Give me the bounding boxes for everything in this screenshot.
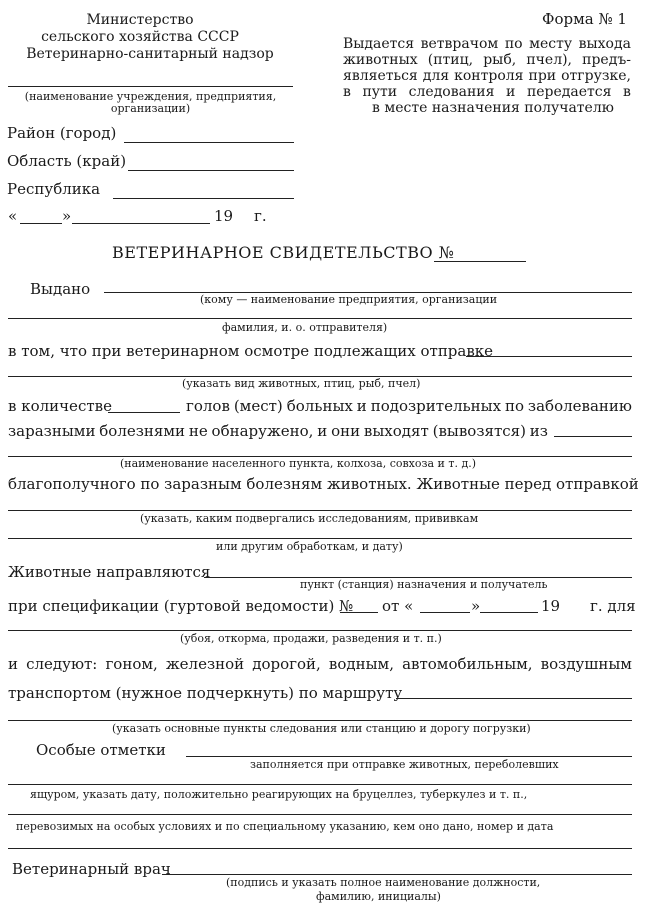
sent-text: Животные направляются <box>8 563 211 581</box>
route-detail-line[interactable] <box>8 720 632 721</box>
hint-species: (указать вид животных, птиц, рыб, пчел) <box>182 377 421 390</box>
hint-special-2: ящуром, указать дату, положительно реагирующих на бруцеллез, туберкулез и т. п., <box>30 788 528 801</box>
spec-number-line[interactable] <box>340 612 378 613</box>
issued-label: Выдано <box>30 280 91 298</box>
hint-treatment: или другим обработкам, и дату) <box>216 540 403 553</box>
republic-line[interactable] <box>113 198 294 199</box>
hint-signature-2: фамилию, инициалы) <box>316 890 441 903</box>
district-label: Район (город) <box>7 124 117 142</box>
hint-special-3: перевозимых на особых условиях и по специальному указанию, кем оно дано, номер и дата <box>16 820 554 833</box>
note-line-3: являеться для контроля при отгрузке, <box>343 68 631 84</box>
research-line[interactable] <box>8 510 632 511</box>
date-month-line[interactable] <box>72 223 210 224</box>
certificate-number-line[interactable] <box>434 261 526 262</box>
note-line-2: животных (птиц, рыб, пчел), предъ- <box>343 52 631 68</box>
org-hint-1: (наименование учреждения, предприятия, <box>24 90 277 103</box>
spec-day-line[interactable] <box>420 612 470 613</box>
quantity-label: в количестве <box>8 397 112 415</box>
quantity-line[interactable] <box>108 412 180 413</box>
origin-line[interactable] <box>554 436 632 437</box>
spec-suffix: г. для <box>590 597 636 615</box>
note-line-4: в пути следования и передается в <box>343 84 631 100</box>
note-line-1: Выдается ветврачом по месту выхода <box>343 36 631 52</box>
hint-destination: пункт (станция) назначения и получатель <box>300 578 548 591</box>
spec-month-line[interactable] <box>480 612 538 613</box>
hint-signature-1: (подпись и указать полное наименование должности, <box>226 876 541 889</box>
disease-text: заразными болезнями не обнаружено, и они выходят (вывозятся) из <box>8 422 548 440</box>
quantity-text: голов (мест) больных и подозрительных по заболеванию <box>186 397 632 415</box>
hint-route: (указать основные пункты следования или станцию и дорогу погрузки) <box>112 722 531 735</box>
transport-text: и следуют: гоном, железной дорогой, водным, автомобильным, воздушным <box>8 655 632 673</box>
spec-year: 19 <box>541 597 561 615</box>
treatment-line[interactable] <box>8 538 632 539</box>
hint-purpose: (убоя, откорма, продажи, разведения и т. п.) <box>180 632 442 645</box>
hint-settlement: (наименование населенного пункта, колхоза, совхоза и т. д.) <box>120 457 477 470</box>
date-year-suffix: г. <box>254 207 267 225</box>
route-line[interactable] <box>396 698 632 699</box>
special-label: Особые отметки <box>36 741 166 759</box>
route-text: транспортом (нужное подчеркнуть) по маршруту <box>8 684 403 702</box>
ministry-subtitle: сельского хозяйства СССР <box>41 29 239 45</box>
hint-name: фамилия, и. о. отправителя) <box>222 321 388 334</box>
note-line-5: в месте назначения получателю <box>372 100 614 116</box>
special-line-4[interactable] <box>8 848 632 849</box>
certificate-title: ВЕТЕРИНАРНОЕ СВИДЕТЕЛЬСТВО № <box>112 243 455 262</box>
org-name-line <box>8 86 293 87</box>
sender-line[interactable] <box>8 318 632 319</box>
date-close-quote: » <box>62 207 72 225</box>
hint-special-1: заполняется при отправке животных, переболевших <box>250 758 559 771</box>
safe-text: благополучного по заразным болезням животных. Животные перед отправкой <box>8 475 639 493</box>
region-line[interactable] <box>128 170 294 171</box>
spec-from: от « <box>382 597 414 615</box>
org-hint-2: организации) <box>110 102 191 115</box>
republic-label: Республика <box>7 180 101 198</box>
special-line-3[interactable] <box>8 814 632 815</box>
hint-to-whom: (кому — наименование предприятия, организации <box>200 293 498 306</box>
region-label: Область (край) <box>7 152 127 170</box>
date-day-line[interactable] <box>20 223 62 224</box>
vet-label: Ветеринарный врач <box>12 860 171 878</box>
supervision-title: Ветеринарно-санитарный надзор <box>26 46 274 62</box>
purpose-line[interactable] <box>8 630 632 631</box>
signature-line[interactable] <box>162 874 632 875</box>
date-open-quote: « <box>8 207 18 225</box>
spec-text: при спецификации (гуртовой ведомости) № <box>8 597 354 615</box>
date-year-prefix: 19 <box>214 207 234 225</box>
special-line-2[interactable] <box>8 784 632 785</box>
special-line-1[interactable] <box>186 756 632 757</box>
hint-research: (указать, каким подвергались исследованиям, прививкам <box>140 512 479 525</box>
ministry-title: Министерство <box>86 12 194 28</box>
exam-text: в том, что при ветеринарном осмотре подлежащих отправке <box>8 342 494 360</box>
district-line[interactable] <box>124 142 294 143</box>
spec-close-quote: » <box>471 597 481 615</box>
exam-line[interactable] <box>466 356 632 357</box>
form-number: Форма № 1 <box>542 10 627 28</box>
